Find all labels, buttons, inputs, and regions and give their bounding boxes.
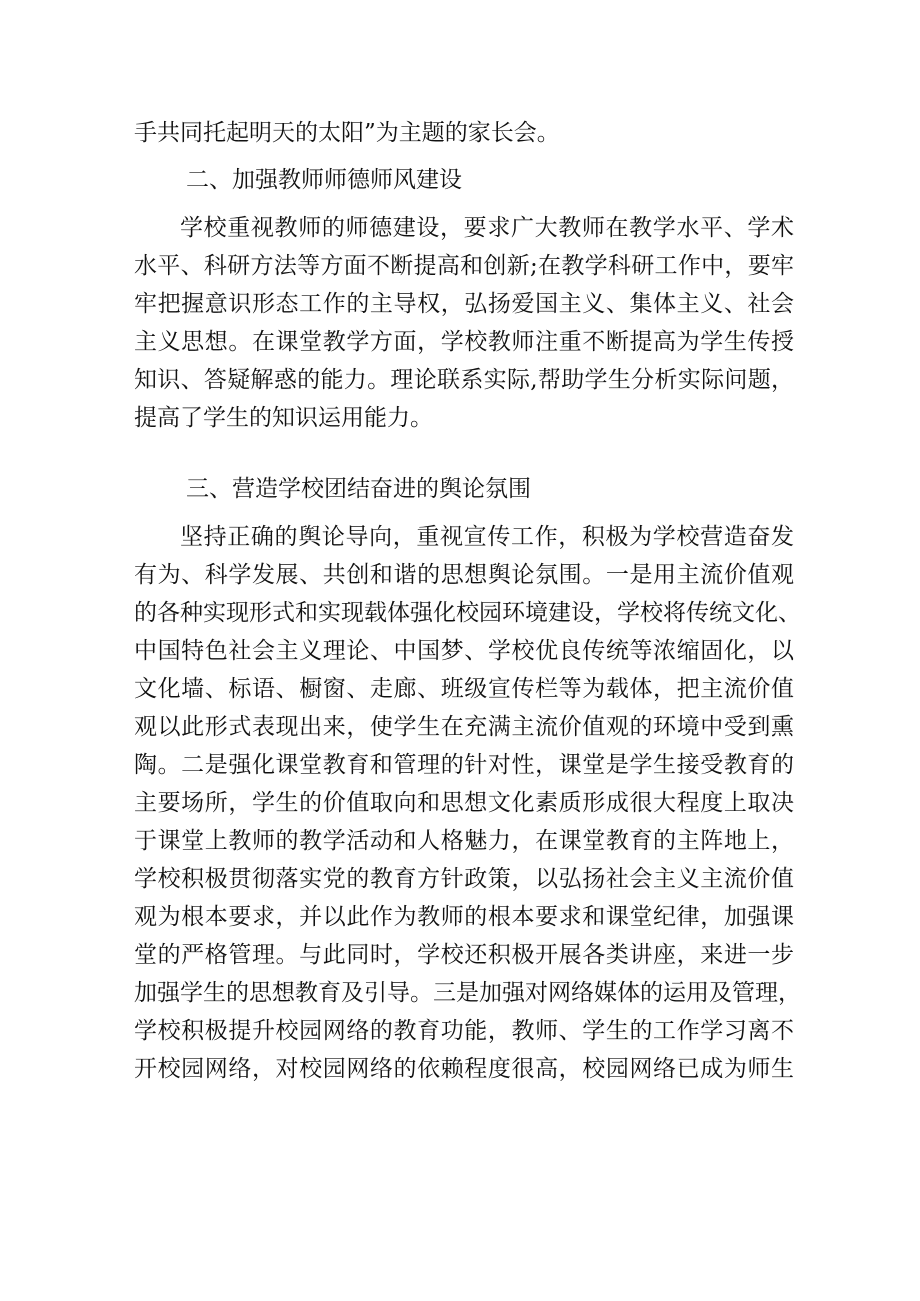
paragraph-line: 于课堂上教师的教学活动和人格魅力，在课堂教育的主阵地上， (134, 828, 794, 854)
paragraph-line: 学校重视教师的师德建设，要求广大教师在教学水平、学术 (180, 215, 794, 241)
section-heading: 二、加强教师师德师风建设 (186, 167, 462, 193)
paragraph-line: 的各种实现形式和实现载体强化校园环境建设，学校将传统文化、 (134, 600, 801, 626)
section-3-paragraph (134, 518, 801, 1088)
paragraph-line: 水平、科研方法等方面不断提高和创新;在教学科研工作中，要牢 (134, 253, 794, 279)
paragraph-line: 学校积极提升校园网络的教育功能，教师、学生的工作学习离不 (134, 1018, 794, 1044)
paragraph-line: 文化墙、标语、橱窗、走廊、班级宣传栏等为载体，把主流价值 (134, 676, 794, 702)
paragraph-line: 开校园网络，对校园网络的依赖程度很高，校园网络已成为师生 (134, 1056, 794, 1082)
paragraph-line: 坚持正确的舆论导向，重视宣传工作，积极为学校营造奋发 (180, 524, 794, 550)
paragraph-line: 中国特色社会主义理论、中国梦、学校优良传统等浓缩固化，以 (134, 638, 794, 664)
paragraph-line: 主要场所，学生的价值取向和思想文化素质形成很大程度上取决 (134, 790, 794, 816)
continued-paragraph (134, 114, 794, 152)
paragraph-line: 主义思想。在课堂教学方面，学校教师注重不断提高为学生传授 (134, 329, 794, 355)
paragraph-line: 提高了学生的知识运用能力。 (134, 405, 433, 431)
paragraph-line: 手共同托起明天的太阳”为主题的家长会。 (134, 120, 560, 146)
paragraph-line: 陶。二是强化课堂教育和管理的针对性，课堂是学生接受教育的 (134, 752, 794, 778)
paragraph-line: 观为根本要求，并以此作为教师的根本要求和课堂纪律，加强课 (134, 904, 794, 930)
section-heading-3 (134, 470, 794, 508)
paragraph-line: 牢把握意识形态工作的主导权，弘扬爱国主义、集体主义、社会 (134, 291, 794, 317)
paragraph-line: 堂的严格管理。与此同时，学校还积极开展各类讲座，来进一步 (134, 942, 794, 968)
section-2-paragraph (134, 209, 794, 437)
paragraph-line: 学校积极贯彻落实党的教育方针政策，以弘扬社会主义主流价值 (134, 866, 794, 892)
paragraph-line: 观以此形式表现出来，使学生在充满主流价值观的环境中受到熏 (134, 714, 794, 740)
paragraph-line: 有为、科学发展、共创和谐的思想舆论氛围。一是用主流价值观 (134, 562, 794, 588)
section-heading-2 (134, 161, 794, 199)
paragraph-line: 加强学生的思想教育及引导。三是加强对网络媒体的运用及管理， (134, 980, 801, 1006)
paragraph-line: 知识、答疑解惑的能力。理论联系实际,帮助学生分析实际问题， (134, 367, 794, 393)
section-heading: 三、营造学校团结奋进的舆论氛围 (186, 476, 531, 502)
